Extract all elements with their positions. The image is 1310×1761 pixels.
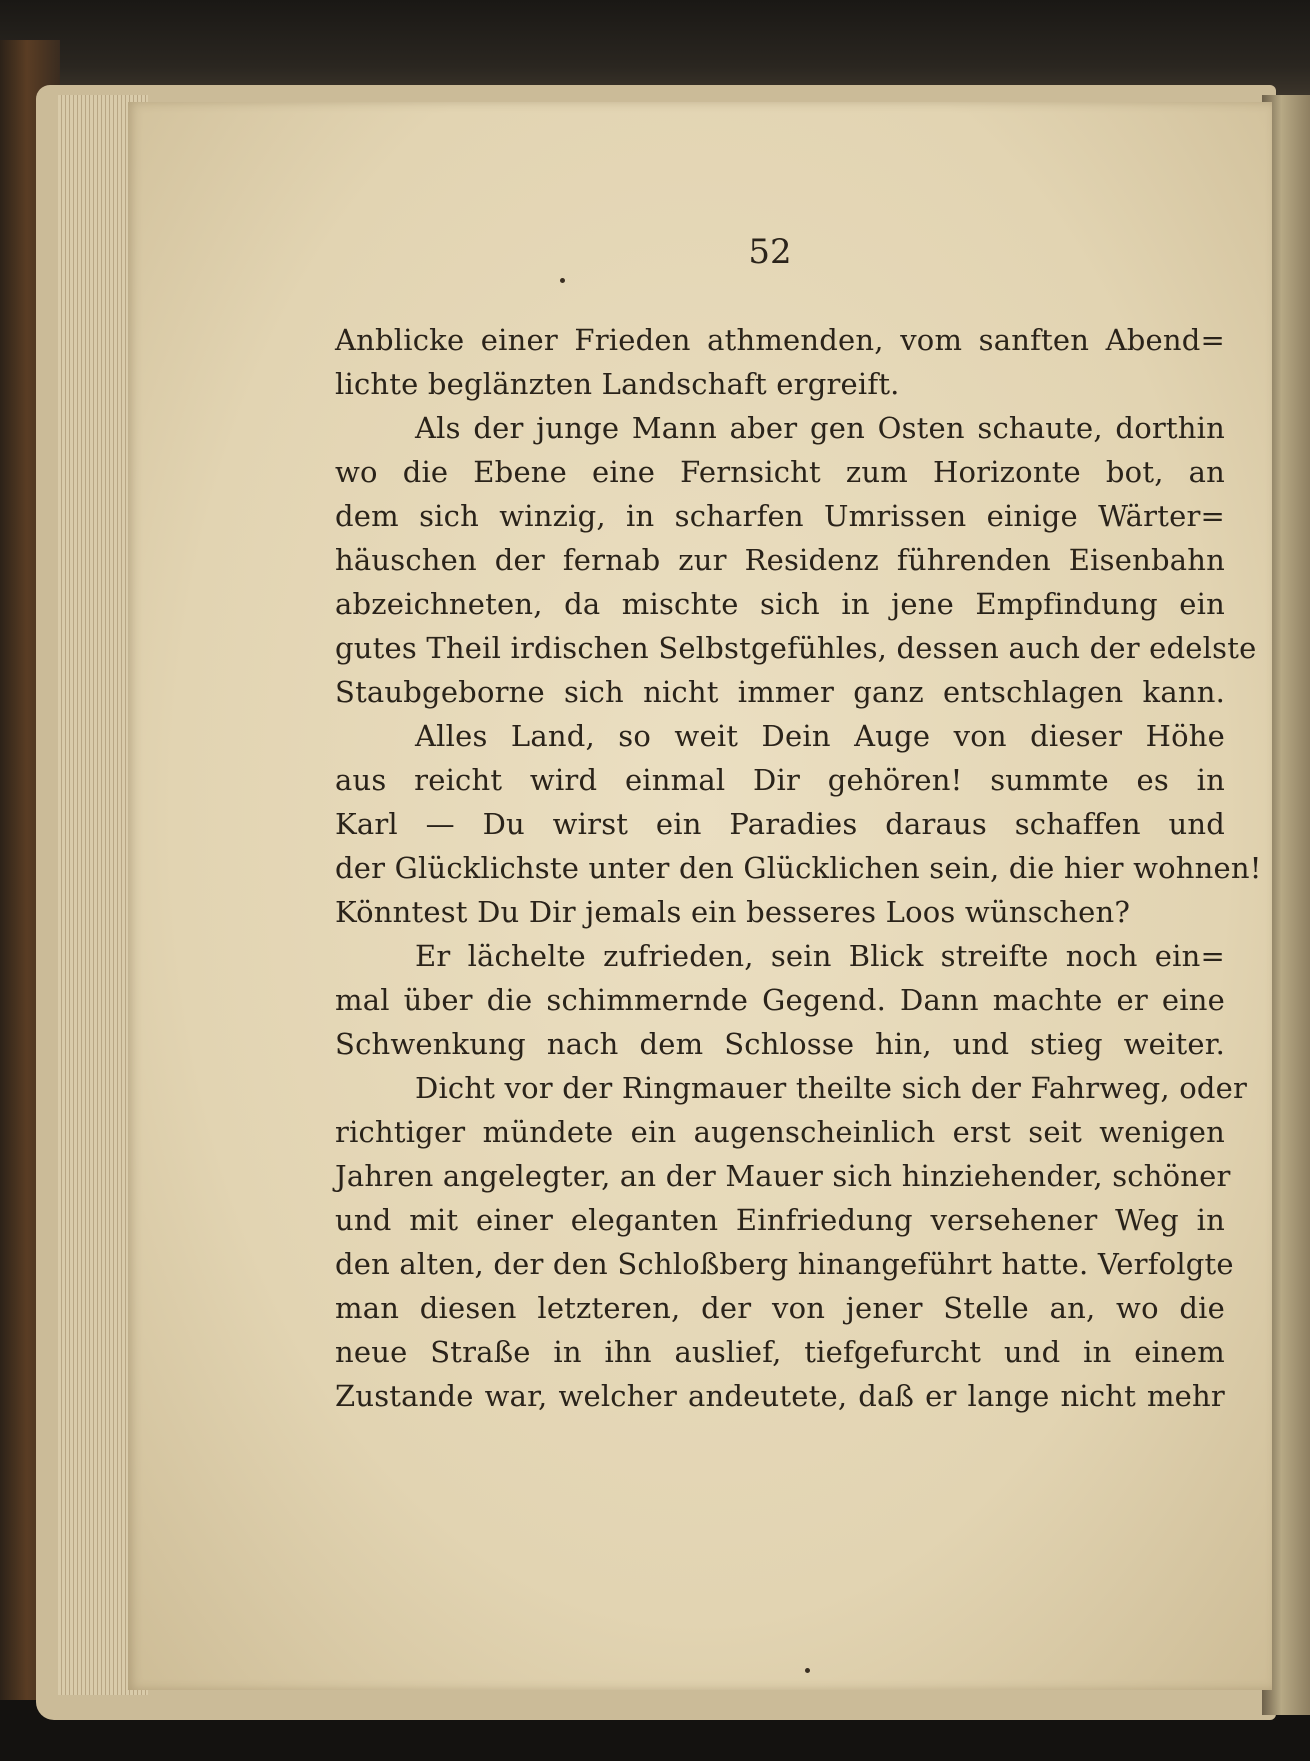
text-line: lichte beglänzten Landschaft ergreift. [335, 367, 900, 401]
text-line: man diesen letzteren, der von jener Stelle an, wo die [335, 1291, 1225, 1325]
text-line: Staubgeborne sich nicht immer ganz entschlagen kann. [335, 675, 1225, 709]
text-line: richtiger mündete ein augenscheinlich erst seit wenigen [335, 1115, 1225, 1149]
text-line: der Glücklichste unter den Glücklichen sein, die hier wohnen! [335, 851, 1262, 885]
text-line: neue Straße in ihn auslief, tiefgefurcht und in einem [335, 1335, 1225, 1369]
text-line: Als der junge Mann aber gen Osten schaute, dorthin [415, 411, 1225, 445]
text-line: Karl — Du wirst ein Paradies daraus schaffen und [335, 807, 1225, 841]
text-line: gutes Theil irdischen Selbstgefühles, dessen auch der edelste [335, 631, 1257, 665]
text-line: häuschen der fernab zur Residenz führenden Eisenbahn [335, 543, 1225, 577]
book-cover-top [0, 0, 1310, 95]
text-line: mal über die schimmernde Gegend. Dann machte er eine [335, 983, 1225, 1017]
text-line: Zustande war, welcher andeutete, daß er lange nicht mehr [335, 1379, 1225, 1413]
text-line: und mit einer eleganten Einfriedung versehener Weg in [335, 1203, 1225, 1237]
text-line: Anblicke einer Frieden athmenden, vom sanften Abend= [335, 323, 1225, 357]
text-line: abzeichneten, da mischte sich in jene Empfindung ein [335, 587, 1225, 621]
text-line: wo die Ebene eine Fernsicht zum Horizonte bot, an [335, 455, 1225, 489]
text-line: Könntest Du Dir jemals ein besseres Loos wünschen? [335, 895, 1131, 929]
text-line: aus reicht wird einmal Dir gehören! summte es in [335, 763, 1225, 797]
text-line: Dicht vor der Ringmauer theilte sich der Fahrweg, oder [415, 1071, 1248, 1105]
text-line: Jahren angelegter, an der Mauer sich hinziehender, schöner [335, 1159, 1231, 1193]
body-text [335, 318, 1262, 1418]
text-line: Schwenkung nach dem Schlosse hin, und stieg weiter. [335, 1027, 1225, 1061]
text-line: Er lächelte zufrieden, sein Blick streifte noch ein= [415, 939, 1225, 973]
ink-speck-top [560, 278, 565, 283]
ink-speck-bottom [805, 1668, 810, 1673]
text-line: den alten, der den Schloßberg hinangeführt hatte. Verfolgte [335, 1247, 1234, 1281]
text-line: dem sich winzig, in scharfen Umrissen einige Wärter= [335, 499, 1225, 533]
text-line: Alles Land, so weit Dein Auge von dieser Höhe [415, 719, 1225, 753]
page-number: 52 [748, 232, 792, 272]
